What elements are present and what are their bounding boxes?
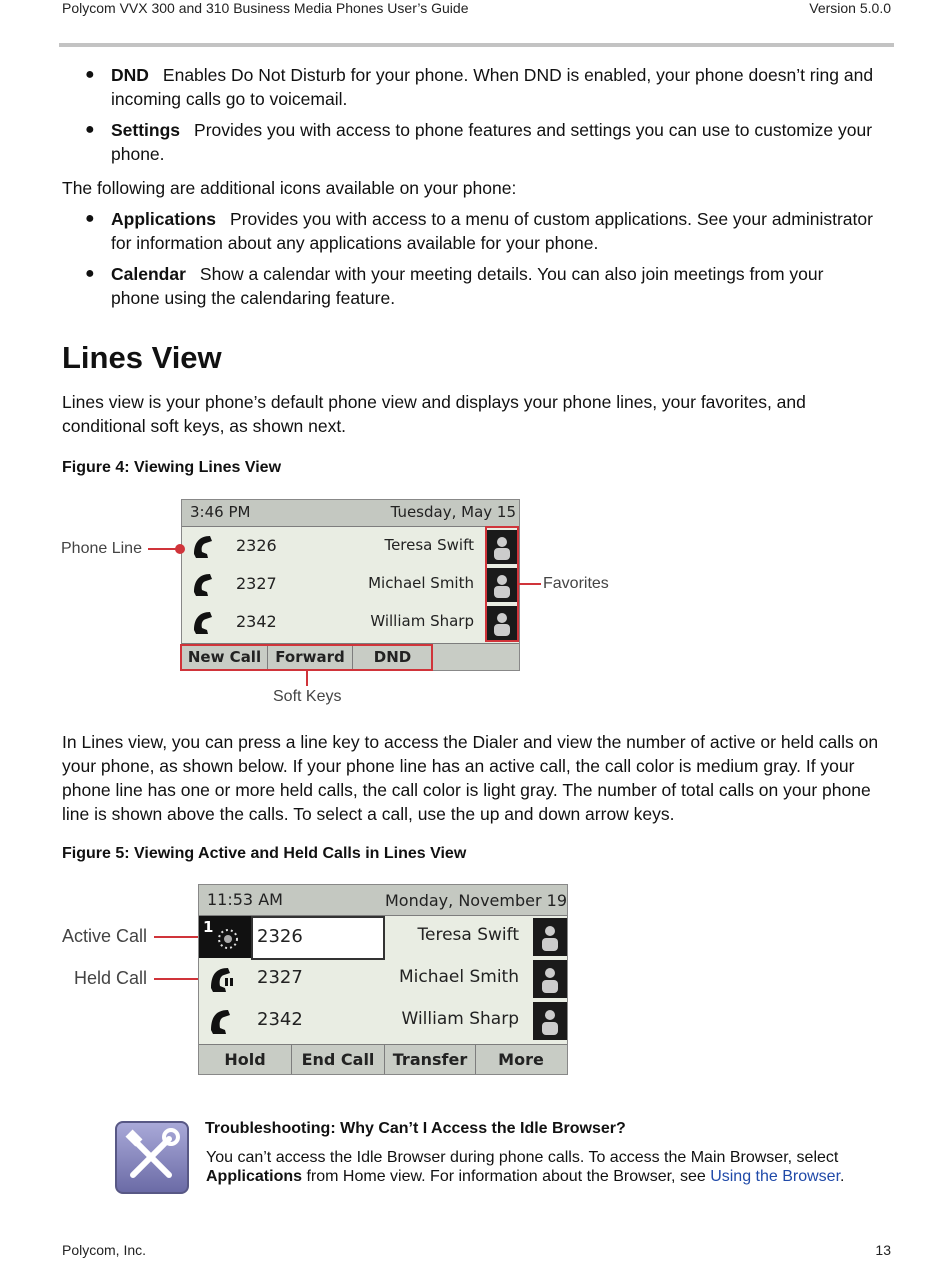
bullet-item-calendar xyxy=(111,262,823,310)
tip-period: . xyxy=(840,1168,845,1185)
softkey-bar xyxy=(199,1044,567,1074)
line-number: 2342 xyxy=(257,1009,303,1030)
bullet-text: incoming calls go to voicemail. xyxy=(111,89,348,109)
bullet-text: Provides you with access to phone features and settings you can use to customize your xyxy=(194,120,873,140)
callout-line xyxy=(519,583,541,585)
favorite-name: William Sharp xyxy=(401,1009,519,1029)
line-number: 2327 xyxy=(236,574,277,593)
bullet-marker: ● xyxy=(85,121,95,138)
line-row xyxy=(182,604,519,642)
bullet-item-settings xyxy=(111,118,872,166)
tip-line: from Home view. For information about the Browser, see xyxy=(302,1168,711,1185)
paragraph-line: phone line has one or more held calls, the call color is light gray. The number of total calls on your phone xyxy=(62,780,871,800)
section-intro xyxy=(62,390,806,438)
callout-phone-line: Phone Line xyxy=(61,540,142,557)
favorite-name: Teresa Swift xyxy=(384,536,474,554)
section-heading: Lines View xyxy=(62,340,222,375)
bullet-item-dnd xyxy=(111,63,873,111)
additional-icons-intro: The following are additional icons available on your phone: xyxy=(62,178,517,198)
line-number: 2342 xyxy=(236,612,277,631)
softkeys-highlight xyxy=(180,644,433,671)
softkey-new-call[interactable]: New Call xyxy=(182,644,268,670)
bullet-text: phone using the calendaring feature. xyxy=(111,288,396,308)
held-call-icon xyxy=(207,964,237,998)
avatar-icon xyxy=(533,960,567,998)
status-date: Tuesday, May 15 xyxy=(390,503,516,521)
bullet-term: Settings xyxy=(111,120,181,140)
line-row-active xyxy=(199,916,567,958)
favorite-name: William Sharp xyxy=(370,612,474,630)
lines-view-paragraph xyxy=(62,730,878,826)
softkey-end-call[interactable]: End Call xyxy=(292,1045,385,1074)
callout-soft-keys: Soft Keys xyxy=(273,688,342,705)
bullet-marker: ● xyxy=(85,265,95,282)
figure-4-caption: Figure 4: Viewing Lines View xyxy=(62,459,282,476)
callout-held-call: Held Call xyxy=(74,968,148,988)
line-row xyxy=(199,1000,567,1042)
call-count: 1 xyxy=(203,918,214,936)
troubleshooting-title: Troubleshooting: Why Can’t I Access the Idle Browser? xyxy=(205,1120,626,1137)
callout-line xyxy=(306,671,308,686)
document-version: Version 5.0.0 xyxy=(809,0,891,16)
softkey-dnd[interactable]: DND xyxy=(353,644,433,670)
active-call-indicator xyxy=(199,916,251,958)
callout-favorites: Favorites xyxy=(543,575,609,592)
bullet-term: Applications xyxy=(111,209,217,229)
phone-line-icon xyxy=(190,608,218,640)
callout-dot xyxy=(175,544,185,554)
favorites-highlight xyxy=(485,526,519,642)
status-time: 11:53 AM xyxy=(207,890,283,909)
status-time: 3:46 PM xyxy=(190,503,251,521)
favorite-name: Michael Smith xyxy=(398,967,519,987)
paragraph-line: your phone, as shown below. If your phone line has an active call, the call color is medium gray. If your xyxy=(62,756,855,776)
status-bar xyxy=(199,885,567,916)
tip-line: You can’t access the Idle Browser during phone calls. To access the Main Browser, select xyxy=(206,1149,839,1166)
phone-line-icon xyxy=(190,532,218,564)
softkey-more[interactable]: More xyxy=(498,1050,544,1069)
intro-line: conditional soft keys, as shown next. xyxy=(62,416,347,436)
favorite-name: Teresa Swift xyxy=(417,925,519,945)
phone-line-icon xyxy=(190,570,218,602)
avatar-icon xyxy=(533,1002,567,1040)
bullet-term: DND xyxy=(111,65,149,85)
bullet-text: Provides you with access to a menu of custom applications. See your administrator xyxy=(230,209,873,229)
tip-bold-term: Applications xyxy=(206,1168,303,1185)
phone-line-icon xyxy=(207,1006,237,1040)
paragraph-line: In Lines view, you can press a line key to access the Dialer and view the number of active or held calls on xyxy=(62,732,879,752)
line-row xyxy=(182,566,519,604)
bullet-text: Enables Do Not Disturb for your phone. When DND is enabled, your phone doesn’t ring and xyxy=(162,65,874,85)
page-number: 13 xyxy=(875,1242,891,1258)
intro-line: Lines view is your phone’s default phone view and displays your phone lines, your favorites, and xyxy=(62,392,806,412)
selected-call-box xyxy=(251,916,385,960)
header-divider xyxy=(59,43,894,47)
status-date: Monday, November 19 xyxy=(384,891,567,910)
status-bar xyxy=(182,500,519,527)
using-the-browser-link[interactable]: Using the Browser xyxy=(710,1168,841,1185)
line-number: 2326 xyxy=(236,536,277,555)
callout-line xyxy=(154,978,198,980)
line-number: 2327 xyxy=(257,967,303,988)
troubleshooting-tools-icon xyxy=(115,1121,189,1194)
bullet-text: phone. xyxy=(111,144,165,164)
figure-5-caption: Figure 5: Viewing Active and Held Calls in Lines View xyxy=(62,845,467,862)
favorite-name: Michael Smith xyxy=(368,574,474,592)
callout-active-call: Active Call xyxy=(62,926,148,946)
footer-company: Polycom, Inc. xyxy=(62,1242,147,1258)
bullet-marker: ● xyxy=(85,210,95,227)
bullet-marker: ● xyxy=(85,66,95,83)
paragraph-line: line is shown above the calls. To select a call, use the up and down arrow keys. xyxy=(62,804,675,824)
bullet-term: Calendar xyxy=(111,264,186,284)
line-row-held xyxy=(199,958,567,1000)
document-header-title: Polycom VVX 300 and 310 Business Media Phones User’s Guide xyxy=(62,0,469,16)
bullet-item-applications xyxy=(111,207,873,255)
troubleshooting-text xyxy=(206,1148,886,1186)
line-row xyxy=(182,528,519,566)
active-held-calls-screen xyxy=(198,884,568,1075)
bullet-text: for information about any applications available for your phone. xyxy=(111,233,599,253)
bullet-text: Show a calendar with your meeting details. You can also join meetings from your xyxy=(199,264,824,284)
softkey-transfer[interactable]: Transfer xyxy=(385,1045,476,1074)
softkey-forward[interactable]: Forward xyxy=(268,644,353,670)
callout-line xyxy=(154,936,198,938)
active-call-icon xyxy=(215,926,241,956)
softkey-hold[interactable]: Hold xyxy=(199,1045,292,1074)
line-number: 2326 xyxy=(257,926,303,947)
avatar-icon xyxy=(533,918,567,956)
